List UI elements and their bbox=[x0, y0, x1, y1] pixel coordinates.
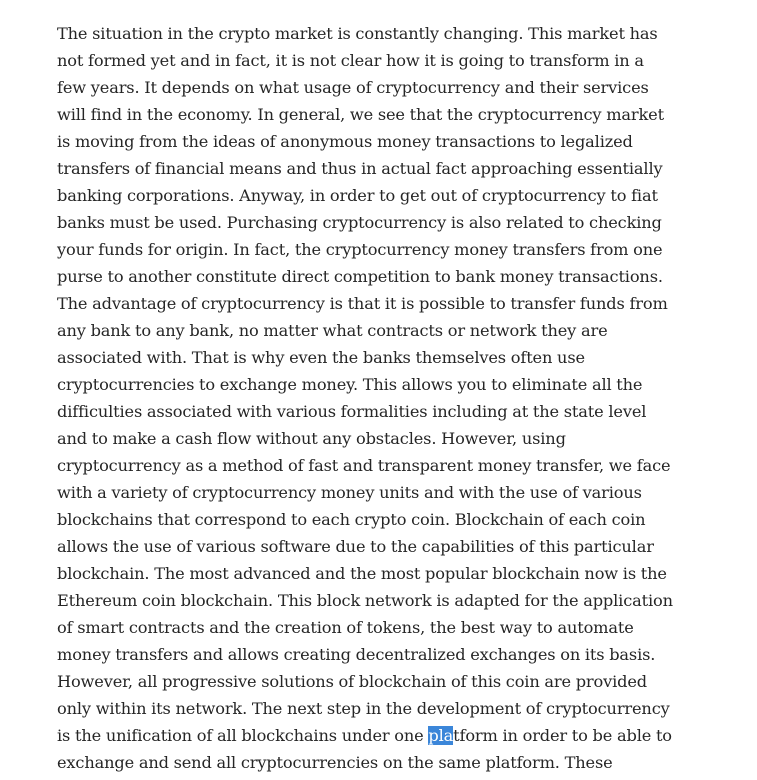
text-line: purse to another constitute direct competition to bank money transactions. bbox=[57, 267, 663, 286]
text-line: any bank to any bank, no matter what contracts or network they are bbox=[57, 321, 608, 340]
text-line: only within its network. The next step in the development of cryptocurrency bbox=[57, 699, 670, 718]
text-line: is moving from the ideas of anonymous money transactions to legalized bbox=[57, 132, 633, 151]
text-line: Ethereum coin blockchain. This block network is adapted for the application bbox=[57, 591, 673, 610]
text-line: money transfers and allows creating decentralized exchanges on its basis. bbox=[57, 645, 656, 664]
text-line: However, all progressive solutions of blockchain of this coin are provided bbox=[57, 672, 647, 691]
text-line: transfers of financial means and thus in actual fact approaching essentially bbox=[57, 159, 663, 178]
text-line: associated with. That is why even the banks themselves often use bbox=[57, 348, 585, 367]
text-line: The advantage of cryptocurrency is that it is possible to transfer funds from bbox=[57, 294, 668, 313]
text-line: few years. It depends on what usage of cryptocurrency and their services bbox=[57, 78, 649, 97]
text-line: banking corporations. Anyway, in order to get out of cryptocurrency to fiat bbox=[57, 186, 658, 205]
text-line: of smart contracts and the creation of tokens, the best way to automate bbox=[57, 618, 634, 637]
text-line: cryptocurrencies to exchange money. This allows you to eliminate all the bbox=[57, 375, 643, 394]
article-body bbox=[57, 20, 673, 776]
text-line: your funds for origin. In fact, the cryptocurrency money transfers from one bbox=[57, 240, 663, 259]
text-line: The situation in the crypto market is constantly changing. This market has bbox=[57, 24, 658, 43]
text-after-selection: tform in order to be able to bbox=[453, 726, 672, 745]
text-line: banks must be used. Purchasing cryptocurrency is also related to checking bbox=[57, 213, 662, 232]
text-line: will find in the economy. In general, we see that the cryptocurrency market bbox=[57, 105, 664, 124]
text-line: blockchain. The most advanced and the most popular blockchain now is the bbox=[57, 564, 667, 583]
text-line: with a variety of cryptocurrency money units and with the use of various bbox=[57, 483, 642, 502]
text-line: blockchains that correspond to each crypto coin. Blockchain of each coin bbox=[57, 510, 646, 529]
text-line-with-selection[interactable] bbox=[57, 722, 672, 749]
text-line: exchange and send all cryptocurrencies on the same platform. These bbox=[57, 753, 613, 772]
text-line: allows the use of various software due to the capabilities of this particular bbox=[57, 537, 654, 556]
selected-text-highlight[interactable]: pla bbox=[428, 726, 454, 745]
text-before-selection: is the unification of all blockchains under one bbox=[57, 726, 429, 745]
text-line: difficulties associated with various formalities including at the state level bbox=[57, 402, 647, 421]
text-line: and to make a cash flow without any obstacles. However, using bbox=[57, 429, 566, 448]
text-line: not formed yet and in fact, it is not clear how it is going to transform in a bbox=[57, 51, 644, 70]
text-line: cryptocurrency as a method of fast and transparent money transfer, we face bbox=[57, 456, 671, 475]
